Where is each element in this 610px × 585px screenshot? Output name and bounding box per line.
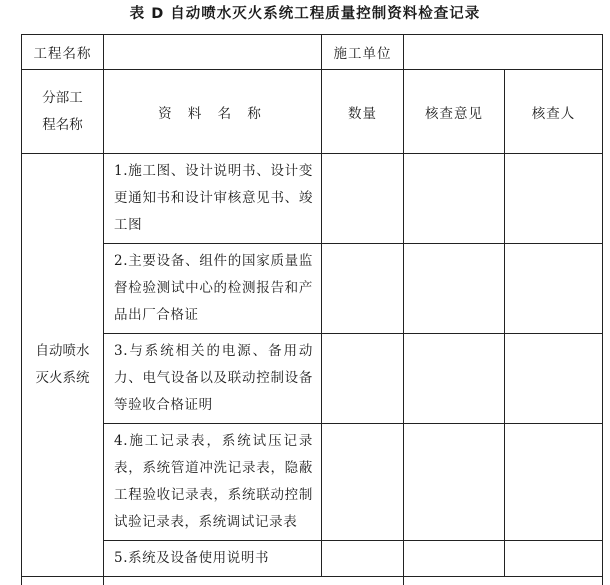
table-row bbox=[22, 424, 603, 541]
construction-unit-label: 施工单位 bbox=[322, 35, 404, 70]
construction-unit-field[interactable] bbox=[404, 35, 603, 70]
doc-name-header: 资 料 名 称 bbox=[104, 70, 322, 154]
table-row bbox=[22, 154, 603, 244]
continuation-cell bbox=[104, 577, 404, 585]
project-info-row bbox=[22, 35, 603, 70]
continuation-cell bbox=[404, 577, 603, 585]
item-text: 5.系统及设备使用说明书 bbox=[104, 541, 322, 577]
table-row bbox=[22, 334, 603, 424]
item-text: 2.主要设备、组件的国家质量监督检验测试中心的检测报告和产品出厂合格证 bbox=[104, 244, 322, 334]
quantity-cell[interactable] bbox=[322, 424, 404, 541]
project-name-label: 工程名称 bbox=[22, 35, 104, 70]
checker-header: 核查人 bbox=[505, 70, 603, 154]
checker-cell[interactable] bbox=[505, 244, 603, 334]
item-text: 3.与系统相关的电源、备用动力、电气设备以及联动控制设备等验收合格证明 bbox=[104, 334, 322, 424]
subdivision-value: 自动喷水灭火系统 bbox=[22, 154, 104, 577]
inspection-record-table bbox=[21, 34, 603, 585]
table-caption: 表 D 自动喷水灭火系统工程质量控制资料检查记录 bbox=[0, 2, 610, 23]
quantity-cell[interactable] bbox=[322, 541, 404, 577]
project-name-field[interactable] bbox=[104, 35, 322, 70]
opinion-cell[interactable] bbox=[404, 154, 505, 244]
opinion-cell[interactable] bbox=[404, 244, 505, 334]
item-text: 4.施工记录表，系统试压记录表，系统管道冲洗记录表，隐蔽工程验收记录表，系统联动控制试验记录表，系统调试记录表 bbox=[104, 424, 322, 541]
checker-cell[interactable] bbox=[505, 154, 603, 244]
opinion-cell[interactable] bbox=[404, 334, 505, 424]
opinion-header: 核查意见 bbox=[404, 70, 505, 154]
item-text: 1.施工图、设计说明书、设计变更通知书和设计审核意见书、竣工图 bbox=[104, 154, 322, 244]
opinion-cell[interactable] bbox=[404, 424, 505, 541]
opinion-cell[interactable] bbox=[404, 541, 505, 577]
checker-cell[interactable] bbox=[505, 541, 603, 577]
continuation-cell bbox=[22, 577, 104, 585]
checker-cell[interactable] bbox=[505, 334, 603, 424]
table-row bbox=[22, 541, 603, 577]
table-row bbox=[22, 244, 603, 334]
checker-cell[interactable] bbox=[505, 424, 603, 541]
quantity-header: 数量 bbox=[322, 70, 404, 154]
quantity-cell[interactable] bbox=[322, 334, 404, 424]
quantity-cell[interactable] bbox=[322, 244, 404, 334]
continuation-row bbox=[22, 577, 603, 585]
header-row bbox=[22, 70, 603, 154]
subdivision-header: 分部工程名称 bbox=[22, 70, 104, 154]
quantity-cell[interactable] bbox=[322, 154, 404, 244]
